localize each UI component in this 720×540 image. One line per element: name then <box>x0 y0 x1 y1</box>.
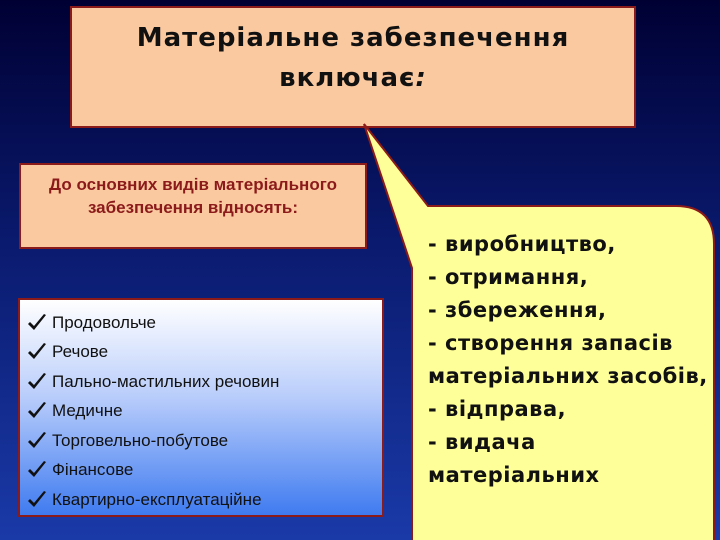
list-item-label: Торговельно-побутове <box>52 430 229 450</box>
title-text: Матеріальне забезпечення включає <box>136 23 570 93</box>
list-item-label: Речове <box>52 342 109 362</box>
callout-text: - виробництво, - отримання, - збереження, - створення запасів матеріальних засобів, - відправа, - видача матеріальних <box>428 232 708 487</box>
list-item-label: Пально-мастильних речовин <box>52 371 280 391</box>
title-colon: : <box>415 63 427 93</box>
list-item-label: Фінансове <box>52 460 134 480</box>
list-item-label: Медичне <box>52 401 123 421</box>
subtitle-text: До основних видів матеріального забезпечення відносять: <box>49 175 337 217</box>
list-item-label: Продовольче <box>52 312 157 332</box>
list-item-label: Квартирно-експлуатаційне <box>52 489 262 509</box>
